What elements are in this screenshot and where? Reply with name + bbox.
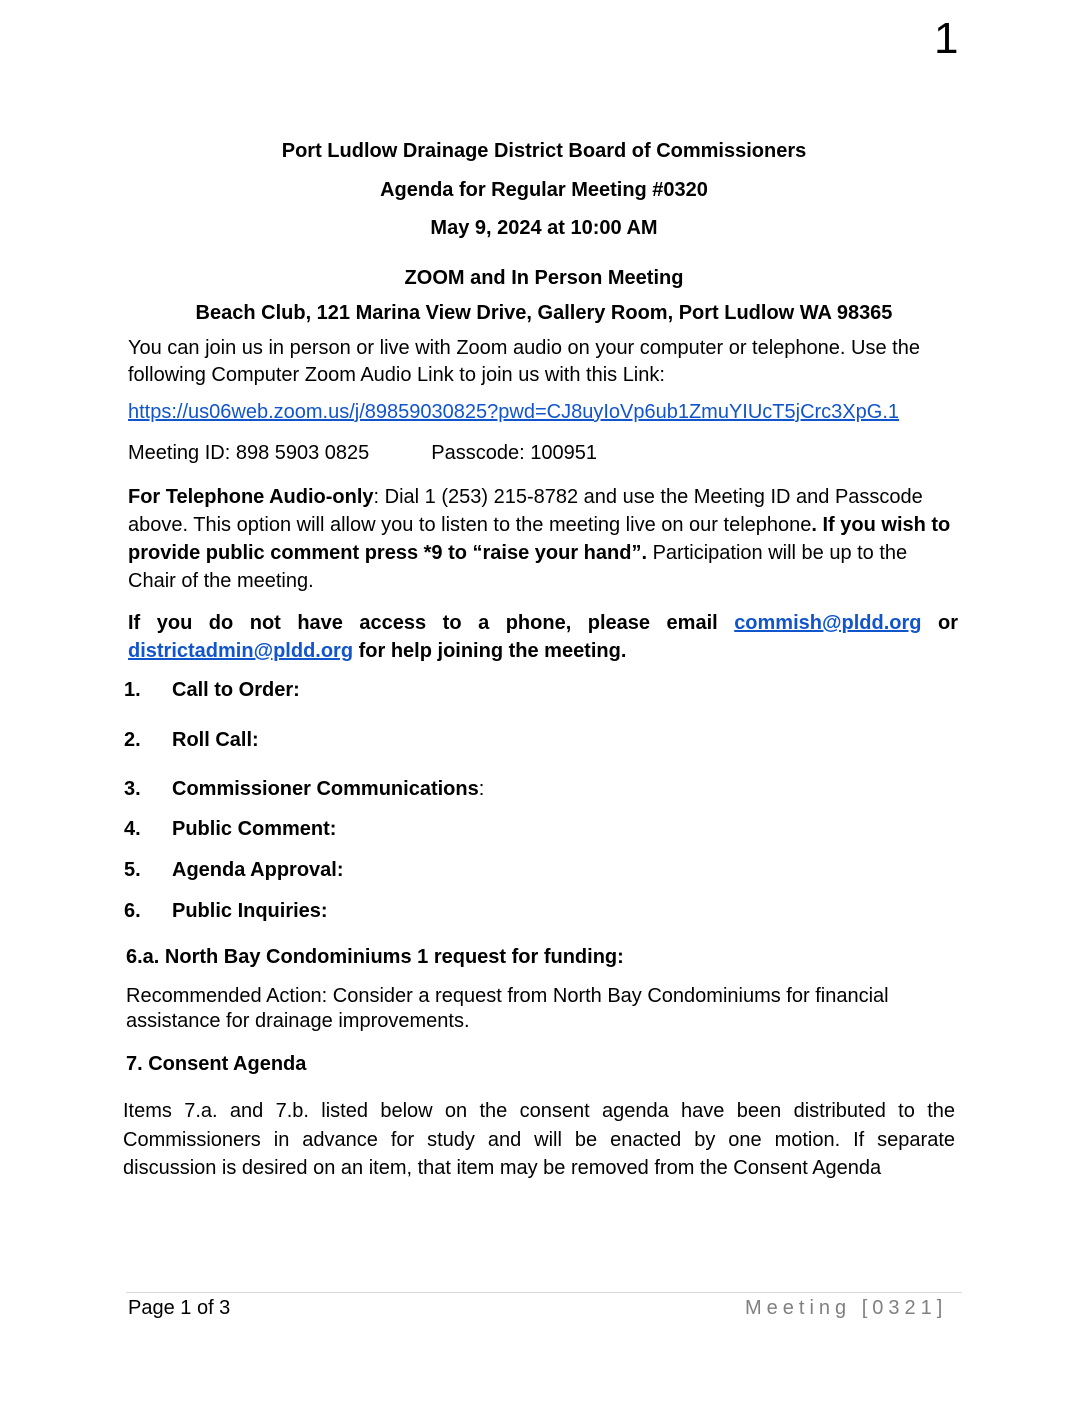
telephone-instructions <box>128 483 958 595</box>
item-6a-recommended-action: Recommended Action: Consider a request from North Bay Condominiums for financial assistance for drainage improvements. <box>126 985 889 1032</box>
telephone-label: For Telephone Audio-only <box>128 486 374 508</box>
page-number: 1 <box>934 14 959 63</box>
item-number: 6. <box>124 900 141 922</box>
item-label: Commissioner Communications <box>172 778 479 800</box>
public-comment-instructions: . If you wish to provide public comment press *9 to “raise your hand”. <box>128 514 951 564</box>
agenda-item-public-inquiries <box>124 900 328 923</box>
meeting-id: Meeting ID: 898 5903 0825 <box>128 442 370 464</box>
agenda-item-public-comment <box>124 818 336 841</box>
zoom-link[interactable]: https://us06web.zoom.us/j/89859030825?pwd=CJ8uyIoVp6ub1ZmuYIUcT5jCrc3XpG.1 <box>128 401 900 423</box>
item-label: Public Inquiries: <box>172 900 328 922</box>
agenda-item-roll-call <box>124 729 259 752</box>
item-label: Roll Call: <box>172 729 259 751</box>
item-number: 3. <box>124 778 141 800</box>
intro-text: You can join us in person or live with Zoom audio on your computer or telephone. Use the following Computer Zoom Audio Link to join us with this Link: <box>128 337 920 386</box>
no-access-notice <box>128 609 958 665</box>
email-districtadmin-link[interactable]: districtadmin@pldd.org <box>128 640 354 662</box>
item-label: Call to Order: <box>172 679 300 701</box>
organization-title: Port Ludlow Drainage District Board of Commissioners <box>281 140 807 162</box>
consent-agenda-text: Items 7.a. and 7.b. listed below on the consent agenda have been distributed to the Commissioners in advance for study and will be enacted by one motion. If separate discussion is desired on an item, that item may be removed from the Consent Agenda <box>123 1100 955 1179</box>
agenda-title: Agenda for Regular Meeting #0320 <box>380 179 708 201</box>
item-suffix: : <box>478 778 485 800</box>
meeting-date: May 9, 2024 at 10:00 AM <box>430 217 658 239</box>
footer-page-count: Page 1 of 3 <box>128 1297 231 1319</box>
agenda-item-commissioner-communications <box>124 778 484 801</box>
item-label: Public Comment: <box>172 818 337 840</box>
or-text: or <box>921 612 958 634</box>
passcode: Passcode: 100951 <box>431 442 597 464</box>
meeting-credentials <box>128 442 597 465</box>
item-number: 4. <box>124 818 141 840</box>
meeting-location: Beach Club, 121 Marina View Drive, Gallery Room, Port Ludlow WA 98365 <box>195 302 893 324</box>
help-text: for help joining the meeting. <box>353 640 627 662</box>
item-6a-heading: 6.a. North Bay Condominiums 1 request for funding: <box>126 946 624 968</box>
item-number: 5. <box>124 859 141 881</box>
consent-agenda-heading: 7. Consent Agenda <box>126 1053 307 1075</box>
agenda-item-agenda-approval <box>124 859 344 882</box>
email-commish-link[interactable]: commish@pldd.org <box>734 612 922 634</box>
footer-meeting-number: Meeting [0321] <box>745 1297 948 1319</box>
agenda-item-call-to-order <box>124 679 300 702</box>
item-number: 1. <box>124 679 141 701</box>
item-number: 2. <box>124 729 141 751</box>
footer-divider <box>126 1292 962 1293</box>
participation-note: Participation will be up to the Chair of the meeting. <box>128 542 908 592</box>
item-label: Agenda Approval: <box>172 859 344 881</box>
no-access-text: If you do not have access to a phone, please email <box>128 612 735 634</box>
telephone-text: : Dial 1 (253) 215-8782 and use the Meeting ID and Passcode above. This option will allow you to listen to the meeting live on our telephone <box>128 486 923 536</box>
meeting-type: ZOOM and In Person Meeting <box>404 267 684 289</box>
